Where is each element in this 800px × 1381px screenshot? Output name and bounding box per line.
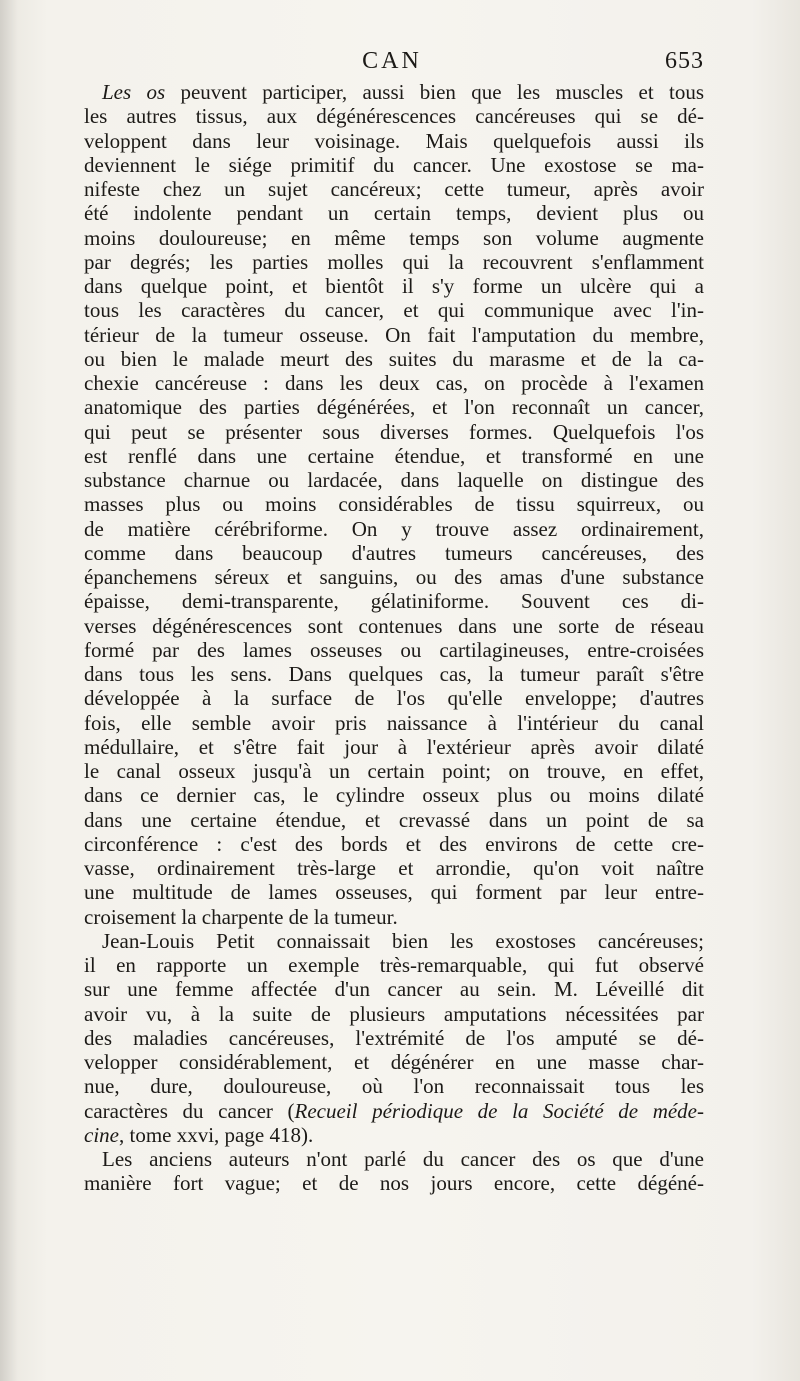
text-line	[84, 371, 704, 395]
text-segment: qui peut se présenter sous diverses formes. Quelquefois l'os	[84, 419, 704, 444]
text-line	[84, 929, 704, 953]
text-line	[84, 80, 704, 104]
text-line	[84, 977, 704, 1001]
text-segment: anatomique des parties dégénérées, et l'on reconnaît un cancer,	[84, 395, 704, 420]
text-line	[84, 953, 704, 977]
text-segment: masses plus ou moins considérables de tissu squirreux, ou	[84, 492, 704, 517]
text-segment: caractères du cancer (	[84, 1098, 295, 1123]
text-line	[84, 153, 704, 177]
text-segment: développée à la surface de l'os qu'elle enveloppe; d'autres	[84, 686, 704, 711]
text-line	[84, 226, 704, 250]
text-line	[84, 1171, 704, 1195]
text-line	[84, 541, 704, 565]
text-line	[84, 686, 704, 710]
text-segment: vasse, ordinairement très-large et arrondie, qu'on voit naître	[84, 856, 704, 880]
text-segment: une multitude de lames osseuses, qui forment par leur entre-	[84, 880, 704, 905]
text-line	[84, 783, 704, 807]
text-line	[84, 856, 704, 880]
text-segment: circonférence : c'est des bords et des environs de cette cre-	[84, 831, 704, 856]
text-segment: velopper considérablement, et dégénérer en une masse char-	[84, 1050, 704, 1074]
text-line	[84, 323, 704, 347]
text-segment: les autres tissus, aux dégénérescences cancéreuses qui se dé-	[84, 104, 704, 129]
text-segment: est renflé dans une certaine étendue, et transformé en une	[84, 443, 704, 468]
text-segment: été indolente pendant un certain temps, devient plus ou	[84, 201, 704, 226]
body-text	[84, 80, 704, 1196]
text-line	[84, 1147, 704, 1171]
text-segment: substance charnue ou lardacée, dans laquelle on distingue des	[84, 468, 704, 492]
text-segment: il en rapporte un exemple très-remarquable, qui fut observé	[84, 953, 704, 977]
text-line	[84, 589, 704, 613]
italic-text: cine	[84, 1122, 119, 1147]
text-segment: ou bien le malade meurt des suites du marasme et de la ca-	[84, 346, 704, 371]
text-line	[84, 735, 704, 759]
text-line	[84, 298, 704, 322]
text-segment: épaisse, demi-transparente, gélatiniforme. Souvent ces di-	[84, 589, 704, 614]
page-number: 653	[665, 48, 704, 74]
page-header	[82, 48, 702, 78]
text-line	[84, 638, 704, 662]
text-segment: dans ce dernier cas, le cylindre osseux plus ou moins dilaté	[84, 783, 704, 808]
text-segment: deviennent le siége primitif du cancer. Une exostose se ma-	[84, 152, 704, 177]
italic-text: Les os	[102, 80, 166, 104]
text-line	[84, 1002, 704, 1026]
text-line	[84, 1123, 704, 1147]
text-line	[84, 492, 704, 516]
text-segment: Jean-Louis Petit connaissait bien les exostoses cancéreuses;	[102, 928, 704, 953]
text-segment: avoir vu, à la suite de plusieurs amputations nécessitées par	[84, 1001, 704, 1026]
text-segment: Les anciens auteurs n'ont parlé du cancer des os que d'une	[102, 1147, 704, 1171]
text-line	[84, 808, 704, 832]
text-line	[84, 832, 704, 856]
text-segment: croisement la charpente de la tumeur.	[84, 904, 398, 929]
text-segment: moins douloureuse; en même temps son volume augmente	[84, 225, 704, 250]
text-segment: tous les caractères du cancer, et qui communique avec l'in-	[84, 298, 704, 323]
text-line	[84, 1099, 704, 1123]
text-line	[84, 1050, 704, 1074]
text-segment: peuvent participer, aussi bien que les muscles et tous	[165, 80, 704, 104]
text-segment: verses dégénérescences sont contenues dans une sorte de réseau	[84, 613, 704, 638]
text-segment: de matière cérébriforme. On y trouve assez ordinairement,	[84, 516, 704, 541]
text-line	[84, 614, 704, 638]
text-line	[84, 129, 704, 153]
text-line	[84, 444, 704, 468]
text-line	[84, 250, 704, 274]
text-segment: térieur de la tumeur osseuse. On fait l'amputation du membre,	[84, 322, 704, 347]
italic-text: Recueil périodique de la Société de méde-	[294, 1098, 704, 1123]
text-line	[84, 1074, 704, 1098]
text-line	[84, 662, 704, 686]
text-line	[84, 420, 704, 444]
text-segment: épanchemens séreux et sanguins, ou des amas d'une substance	[84, 565, 704, 589]
text-line	[84, 880, 704, 904]
text-segment: nue, dure, douloureuse, où l'on reconnaissait tous les	[84, 1074, 704, 1099]
text-line	[84, 468, 704, 492]
text-segment: chexie cancéreuse : dans les deux cas, on procède à l'examen	[84, 371, 704, 395]
text-segment: comme dans beaucoup d'autres tumeurs cancéreuses, des	[84, 540, 704, 565]
text-line	[84, 395, 704, 419]
text-segment: dans tous les sens. Dans quelques cas, la tumeur paraît s'être	[84, 662, 704, 686]
text-line	[84, 177, 704, 201]
text-line	[84, 711, 704, 735]
text-segment: manière fort vague; et de nos jours encore, cette dégéné-	[84, 1171, 704, 1196]
text-segment: dans quelque point, et bientôt il s'y forme un ulcère qui a	[84, 274, 704, 298]
text-line	[84, 759, 704, 783]
text-line	[84, 905, 704, 929]
text-line	[84, 347, 704, 371]
text-segment: par degrés; les parties molles qui la recouvrent s'enflamment	[84, 249, 704, 274]
text-segment: veloppent dans leur voisinage. Mais quelquefois aussi ils	[84, 128, 704, 153]
text-segment: dans une certaine étendue, et crevassé dans un point de sa	[84, 807, 704, 832]
text-line	[84, 517, 704, 541]
text-segment: formé par des lames osseuses ou cartilagineuses, entre-croisées	[84, 637, 704, 662]
text-segment: nifeste chez un sujet cancéreux; cette tumeur, après avoir	[84, 177, 704, 201]
text-segment: , tome xxvi, page 418).	[118, 1122, 314, 1147]
text-segment: des maladies cancéreuses, l'extrémité de l'os amputé se dé-	[84, 1025, 704, 1050]
text-line	[84, 274, 704, 298]
text-line	[84, 201, 704, 225]
text-segment: sur une femme affectée d'un cancer au sein. M. Léveillé dit	[84, 977, 704, 1002]
text-segment: fois, elle semble avoir pris naissance à l'intérieur du canal	[84, 710, 704, 735]
text-line	[84, 1026, 704, 1050]
text-line	[84, 565, 704, 589]
text-segment: médullaire, et s'être fait jour à l'extérieur après avoir dilaté	[84, 734, 704, 759]
text-segment: le canal osseux jusqu'à un certain point; on trouve, en effet,	[84, 759, 704, 783]
running-head: CAN	[362, 48, 422, 74]
text-line	[84, 104, 704, 128]
